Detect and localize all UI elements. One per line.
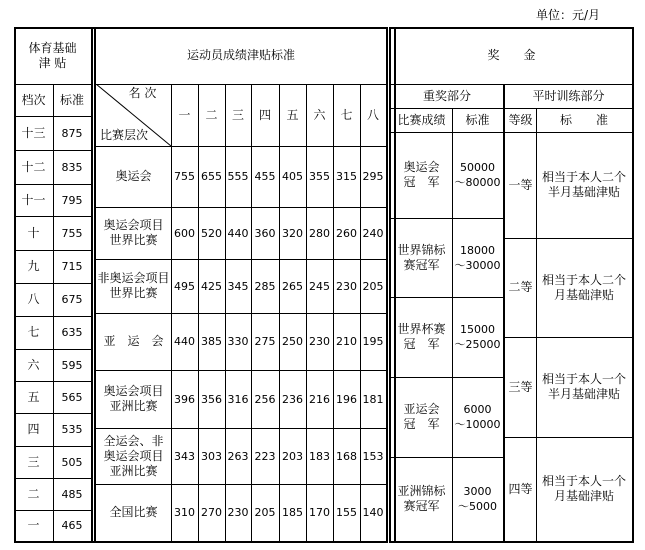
- base-standard-cell: 535: [61, 423, 83, 436]
- bonus-amount-cell: 6000 ～10000: [454, 403, 501, 431]
- bonus-result-cell: 世界杯赛 冠 军: [397, 322, 446, 351]
- bonus-result-cell: 亚运会 冠 军: [403, 402, 440, 431]
- allowance-value-cell: 250: [282, 335, 303, 348]
- rank-header-cell: 八: [366, 107, 379, 122]
- base-standard-cell: 505: [61, 455, 83, 469]
- training-level-header: 等级: [508, 112, 533, 127]
- competition-level-cell: 全国比赛: [109, 505, 158, 519]
- base-standard-cell: 755: [61, 226, 83, 240]
- base-standard-cell: 485: [61, 487, 83, 501]
- base-grade-cell: 四: [27, 422, 40, 436]
- allowance-value-cell: 385: [201, 335, 222, 348]
- rank-header-cell: 五: [286, 107, 299, 122]
- allowance-value-cell: 295: [362, 170, 384, 183]
- bonus-result-cell: 世界锦标 赛冠军: [397, 242, 446, 272]
- rank-header-cell: 六: [313, 107, 326, 122]
- bonus-amount-cell: 50000 ～80000: [454, 161, 501, 189]
- allowance-value-cell: 320: [282, 226, 303, 240]
- allowance-value-cell: 265: [282, 279, 303, 293]
- base-standard-header: 标准: [59, 92, 84, 107]
- table-right-border: [632, 27, 634, 543]
- competition-level-cell: 非奥运会项目 世界比赛: [97, 271, 170, 300]
- training-standard-header: 标 准: [559, 112, 608, 127]
- base-standard-cell: 595: [61, 358, 83, 372]
- allowance-value-cell: 405: [282, 170, 303, 183]
- bonus-result-cell: 奥运会 冠 军: [403, 160, 440, 189]
- base-grade-cell: 十一: [21, 192, 46, 207]
- result-header: 比赛成绩: [397, 112, 446, 127]
- allowance-value-cell: 755: [174, 170, 195, 183]
- base-grade-cell: 一: [27, 518, 40, 532]
- allowance-value-cell: 520: [201, 226, 222, 240]
- base-grade-cell: 九: [27, 259, 40, 273]
- base-standard-cell: 875: [61, 126, 83, 140]
- major-bonus-title: 重奖部分: [422, 88, 471, 103]
- performance-allowance-title: 运动员成绩津贴标准: [186, 48, 295, 62]
- grid-line: [91, 27, 93, 543]
- allowance-value-cell: 455: [254, 170, 276, 183]
- rank-header-cell: 二: [205, 107, 218, 122]
- unit-label: 单位：元/月: [536, 8, 601, 22]
- bonus-standard-header: 标准: [465, 112, 490, 127]
- allowance-value-cell: 256: [254, 392, 276, 406]
- rank-header-label: 名 次: [128, 85, 157, 100]
- allowance-value-cell: 440: [227, 226, 249, 240]
- base-allowance-title: 体育基础 津 贴: [28, 40, 77, 70]
- allowance-value-cell: 155: [336, 506, 357, 519]
- allowance-value-cell: 203: [282, 449, 303, 463]
- allowance-value-cell: 495: [174, 279, 195, 293]
- allowance-value-cell: 153: [362, 449, 384, 463]
- table-bottom-border: [14, 541, 96, 543]
- grid-line: [391, 541, 632, 543]
- competition-level-cell: 奥运会项目 亚洲比赛: [103, 384, 164, 413]
- base-standard-cell: 465: [61, 519, 83, 532]
- rank-header-cell: 三: [231, 107, 244, 122]
- base-standard-cell: 835: [61, 160, 83, 174]
- allowance-value-cell: 425: [201, 279, 222, 293]
- allowance-value-cell: 275: [254, 335, 276, 348]
- grid-line: [96, 541, 386, 543]
- allowance-value-cell: 230: [336, 279, 357, 293]
- bonus-result-cell: 亚洲锦标 赛冠军: [397, 484, 446, 513]
- training-bonus-title: 平时训练部分: [532, 88, 605, 103]
- base-grade-header: 档次: [21, 92, 46, 107]
- allowance-value-cell: 230: [309, 335, 330, 348]
- training-level-cell: 三等: [508, 379, 533, 394]
- allowance-value-cell: 183: [309, 449, 330, 463]
- allowance-value-cell: 440: [174, 335, 195, 348]
- allowance-value-cell: 280: [309, 226, 330, 240]
- allowance-value-cell: 263: [227, 449, 249, 463]
- bonus-title: 奖 金: [487, 48, 536, 62]
- allowance-value-cell: 396: [174, 392, 195, 406]
- allowance-value-cell: 260: [336, 226, 357, 240]
- allowance-value-cell: 245: [309, 279, 330, 293]
- training-level-cell: 四等: [508, 481, 533, 496]
- allowance-value-cell: 205: [362, 279, 384, 293]
- level-header-label: 比赛层次: [99, 127, 148, 142]
- rank-header-cell: 七: [340, 107, 353, 122]
- allowance-value-cell: 168: [336, 449, 357, 463]
- allowance-value-cell: 356: [201, 392, 222, 406]
- competition-level-cell: 全运会、非 奥运会项目 亚洲比赛: [103, 433, 164, 478]
- bonus-amount-cell: 18000 ～30000: [454, 243, 501, 272]
- training-standard-cell: 相当于本人二个 半月基础津贴: [541, 170, 626, 199]
- base-standard-cell: 565: [61, 390, 83, 404]
- bonus-amount-cell: 15000 ～25000: [454, 323, 501, 351]
- allowance-value-cell: 343: [174, 449, 195, 463]
- allowance-value-cell: 555: [227, 170, 249, 183]
- allowance-value-cell: 170: [309, 506, 330, 519]
- allowance-value-cell: 355: [309, 170, 330, 183]
- training-level-cell: 一等: [508, 177, 533, 192]
- base-grade-cell: 八: [27, 292, 40, 306]
- allowance-value-cell: 210: [336, 335, 357, 348]
- allowance-value-cell: 316: [227, 392, 249, 406]
- allowance-value-cell: 360: [254, 226, 276, 240]
- rank-header-cell: 一: [178, 107, 191, 122]
- allowance-value-cell: 345: [227, 279, 249, 293]
- allowance-value-cell: 185: [282, 506, 303, 519]
- base-grade-cell: 十: [27, 225, 40, 240]
- base-standard-cell: 795: [61, 193, 83, 207]
- allowance-value-cell: 330: [227, 335, 249, 348]
- allowance-value-cell: 223: [254, 449, 276, 463]
- base-standard-cell: 715: [61, 260, 83, 273]
- allowance-value-cell: 240: [362, 226, 384, 240]
- base-grade-cell: 五: [27, 389, 40, 404]
- training-level-cell: 二等: [508, 280, 533, 294]
- allowance-value-cell: 140: [362, 506, 384, 519]
- training-standard-cell: 相当于本人一个 月基础津贴: [541, 474, 626, 503]
- base-grade-cell: 十三: [21, 125, 46, 140]
- allowance-value-cell: 655: [201, 170, 222, 183]
- allowance-value-cell: 600: [174, 226, 195, 240]
- competition-level-cell: 奥运会项目 世界比赛: [103, 218, 164, 247]
- competition-level-cell: 奥运会: [115, 169, 152, 183]
- allowance-value-cell: 216: [309, 392, 330, 406]
- allowance-value-cell: 195: [362, 335, 384, 348]
- allowance-value-cell: 310: [174, 506, 195, 519]
- base-standard-cell: 675: [61, 293, 83, 306]
- allowance-value-cell: 270: [201, 506, 222, 519]
- training-standard-cell: 相当于本人一个 半月基础津贴: [541, 372, 626, 401]
- base-grade-cell: 二: [27, 486, 40, 501]
- allowance-value-cell: 285: [254, 279, 276, 293]
- allowance-value-cell: 181: [362, 392, 384, 406]
- base-grade-cell: 六: [27, 357, 40, 372]
- allowance-value-cell: 196: [336, 392, 357, 406]
- base-standard-cell: 635: [61, 326, 83, 339]
- rank-header-cell: 四: [258, 107, 271, 122]
- allowance-value-cell: 230: [227, 506, 249, 519]
- bonus-amount-cell: 3000 ～5000: [458, 485, 497, 513]
- allowance-value-cell: 205: [254, 506, 276, 519]
- allowance-value-cell: 315: [336, 170, 357, 183]
- base-grade-cell: 十二: [21, 159, 46, 174]
- base-grade-cell: 三: [27, 454, 40, 469]
- competition-level-cell: 亚 运 会: [103, 334, 164, 348]
- grid-line: [386, 84, 387, 541]
- allowance-value-cell: 303: [201, 449, 222, 463]
- training-standard-cell: 相当于本人二个 月基础津贴: [541, 272, 626, 302]
- allowance-value-cell: 236: [282, 392, 303, 406]
- base-grade-cell: 七: [27, 325, 40, 339]
